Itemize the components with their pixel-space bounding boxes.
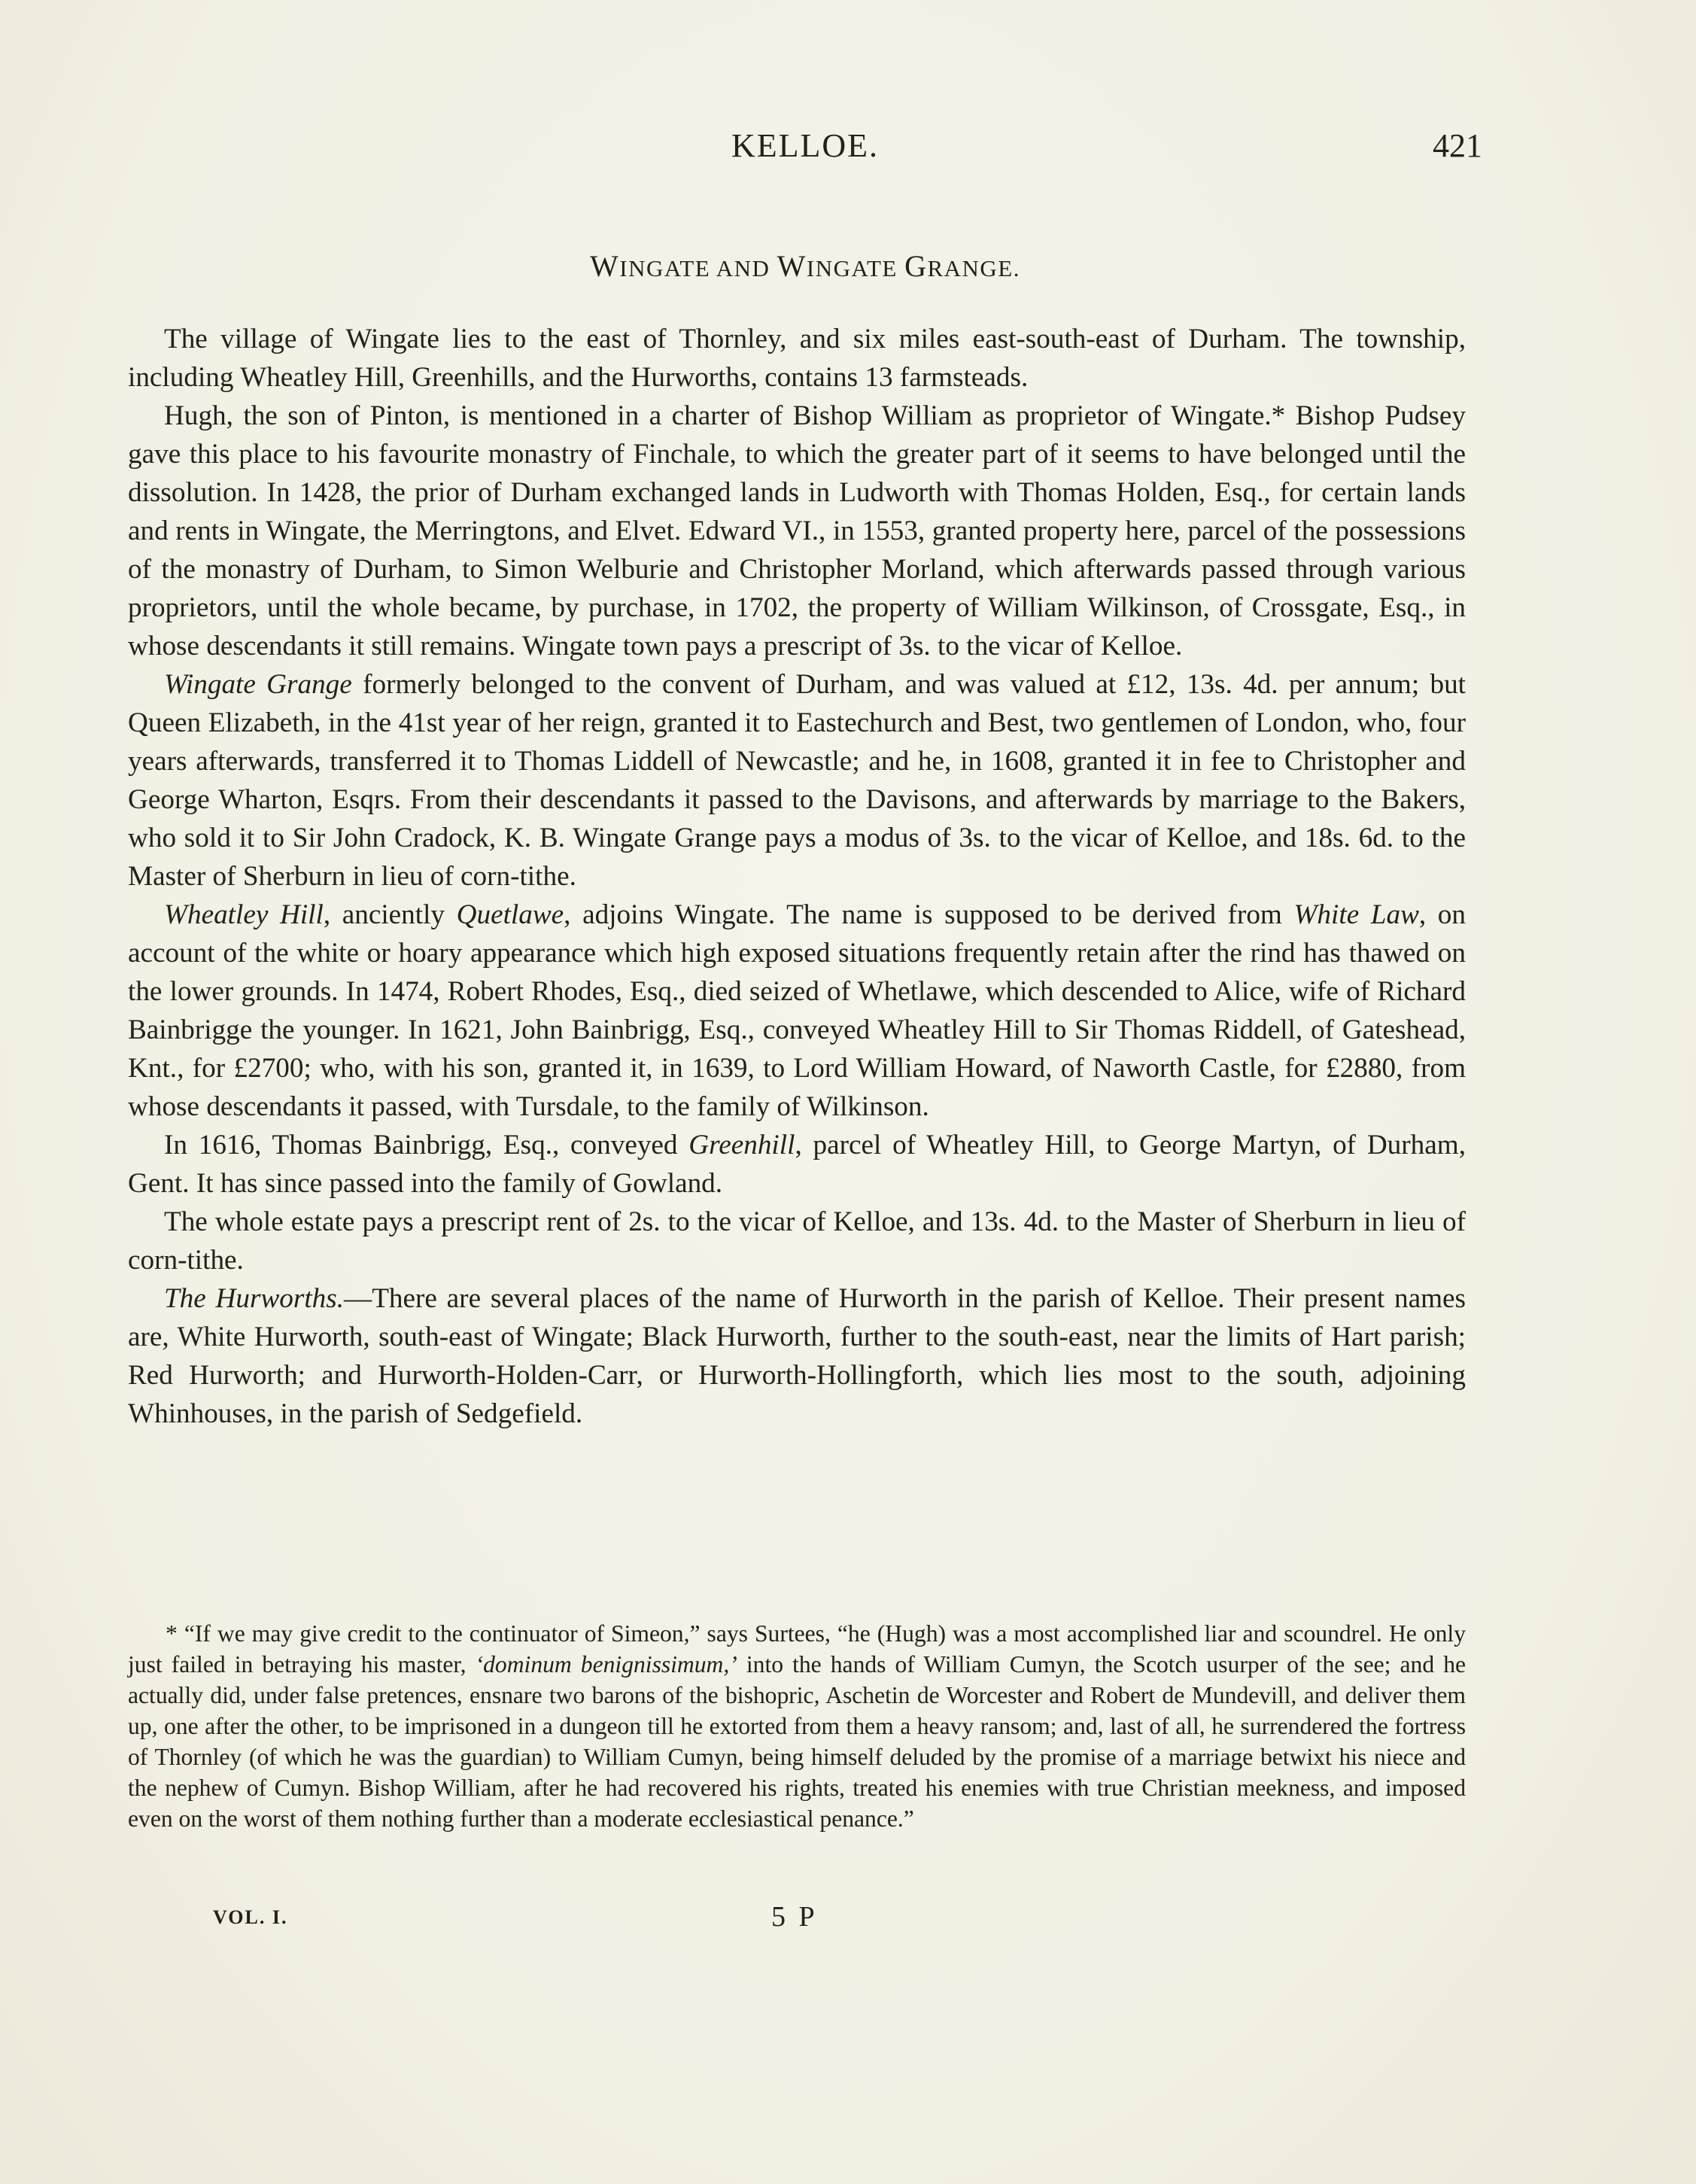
paragraph-text: formerly belonged to the convent of Durham, and was valued at £12, 13s. 4d. per annum; but Queen Elizabeth, in the 41st year of her reign, granted it to Eastechurch and Best, two gentlemen of London, who, four years afterwards, transferred it to Thomas Liddell of Newcastle; and he, in 1608, granted it in fee to Christopher and George Wharton, Esqrs. From their descendants it passed to the Davisons, and afterwards by marriage to the Bakers, who sold it to Sir John Cradock, K. B. Wingate Grange pays a modus of 3s. to the vicar of Kelloe, and 18s. 6d. to the Master of Sherburn in lieu of corn-tithe. bbox=[128, 669, 1466, 892]
italic-term: The Hurworths. bbox=[164, 1283, 345, 1314]
italic-term: White Law bbox=[1293, 899, 1419, 930]
footnote-text: * “If we may give credit to the continuator of Simeon,” says Surtees, “he (Hugh) was a most accomplished liar and scoundrel. He only just failed in betraying his master, bbox=[128, 1620, 1466, 1678]
italic-term: Wheatley Hill bbox=[164, 899, 324, 930]
volume-label: VOL. I. bbox=[213, 1906, 288, 1928]
page-header bbox=[128, 126, 1482, 172]
heading-text: INGATE AND bbox=[619, 255, 777, 281]
paragraph-text: —There are several places of the name of Hurworth in the parish of Kelloe. Their present names are, White Hurworth, south-east of Wingate; Black Hurworth, further to the south-east, near the limits of Hart parish; Red Hurworth; and Hurworth-Holden-Carr, or Hurworth-Hollingforth, which lies most to the south, adjoining Whinhouses, in the parish of Sedgefield. bbox=[128, 1283, 1466, 1429]
italic-term: Quetlawe bbox=[456, 899, 564, 930]
heading-initial: W bbox=[777, 249, 807, 283]
footnote-italic: ‘dominum benignissimum,’ bbox=[475, 1651, 737, 1678]
section-heading bbox=[128, 248, 1482, 284]
paragraph-estate-rent bbox=[128, 1203, 1466, 1279]
italic-term: Wingate Grange bbox=[164, 669, 352, 700]
heading-text: RANGE. bbox=[927, 255, 1020, 281]
paragraph-wingate-grange bbox=[128, 665, 1466, 896]
running-title: KELLOE. bbox=[731, 127, 880, 164]
paragraph-text: In 1616, Thomas Bainbrigg, Esq., conveyed bbox=[164, 1130, 689, 1160]
page-footer bbox=[128, 1900, 880, 1938]
body-text bbox=[128, 320, 1466, 1433]
printer-signature: 5 P bbox=[771, 1901, 818, 1933]
heading-text: INGATE bbox=[806, 255, 905, 281]
heading-initial: G bbox=[904, 249, 928, 283]
paragraph-wingate-village bbox=[128, 320, 1466, 397]
paragraph-text: Hugh, the son of Pinton, is mentioned in a charter of Bishop William as proprietor of Wingate.* Bishop Pudsey gave this place to his favourite monastry of Finchale, to which the greater part of it seems to have belonged until the dissolution. In 1428, the prior of Durham exchanged lands in Ludworth with Thomas Holden, Esq., for certain lands and rents in Wingate, the Merringtons, and Elvet. Edward VI., in 1553, granted property here, parcel of the possessions of the monastry of Durham, to Simon Welburie and Christopher Morland, which afterwards passed through various proprietors, until the whole became, by purchase, in 1702, the property of William Wilkinson, of Crossgate, Esq., in whose descendants it still remains. Wingate town pays a prescript of 3s. to the vicar of Kelloe. bbox=[128, 400, 1466, 662]
footnote bbox=[128, 1618, 1466, 1834]
paragraph-greenhill bbox=[128, 1126, 1466, 1203]
paragraph-text: , parcel of Wheatley Hill, to George Martyn, of Durham, Gent. It has since passed into the family of Gowland. bbox=[128, 1130, 1466, 1199]
paragraph-text: , anciently bbox=[323, 899, 457, 930]
page-number: 421 bbox=[1433, 127, 1482, 164]
paragraph-text: The village of Wingate lies to the east of Thornley, and six miles east-south-east of Durham. The township, including Wheatley Hill, Greenhills, and the Hurworths, contains 13 farmsteads. bbox=[128, 324, 1466, 393]
footnote-text: into the hands of William Cumyn, the Scotch usurper of the see; and he actually did, under false pretences, ensnare two barons of the bishopric, Aschetin de Worcester and Robert de Mundevill, and deliver them up, one after the other, to be imprisoned in a dungeon till he extorted from them a heavy ransom; and, last of all, he surrendered the fortress of Thornley (of which he was the guardian) to William Cumyn, being himself deluded by the promise of a marriage betwixt his niece and the nephew of Cumyn. Bishop William, after he had recovered his rights, treated his enemies with true Christian meekness, and imposed even on the worst of them nothing further than a moderate ecclesiastical penance.” bbox=[128, 1651, 1467, 1832]
italic-term: Greenhill bbox=[688, 1130, 795, 1160]
paragraph-hurworths bbox=[128, 1279, 1466, 1433]
paragraph-wheatley-hill bbox=[128, 896, 1466, 1126]
paragraph-text: , adjoins Wingate. The name is supposed to be derived from bbox=[564, 899, 1294, 930]
heading-initial: W bbox=[590, 249, 620, 283]
footnote-paragraph bbox=[128, 1618, 1466, 1834]
paragraph-text: , on account of the white or hoary appearance which high exposed situations frequently retain after the rind has thawed on the lower grounds. In 1474, Robert Rhodes, Esq., died seized of Whetlawe, which descended to Alice, wife of Richard Bainbrigge the younger. In 1621, John Bainbrigg, Esq., conveyed Wheatley Hill to Sir Thomas Riddell, of Gateshead, Knt., for £2700; who, with his son, granted it, in 1639, to Lord William Howard, of Naworth Castle, for £2880, from whose descendants it passed, with Tursdale, to the family of Wilkinson. bbox=[128, 899, 1466, 1122]
paragraph-text: The whole estate pays a prescript rent of 2s. to the vicar of Kelloe, and 13s. 4d. to the Master of Sherburn in lieu of corn-tithe. bbox=[128, 1206, 1466, 1276]
paragraph-hugh bbox=[128, 397, 1466, 665]
